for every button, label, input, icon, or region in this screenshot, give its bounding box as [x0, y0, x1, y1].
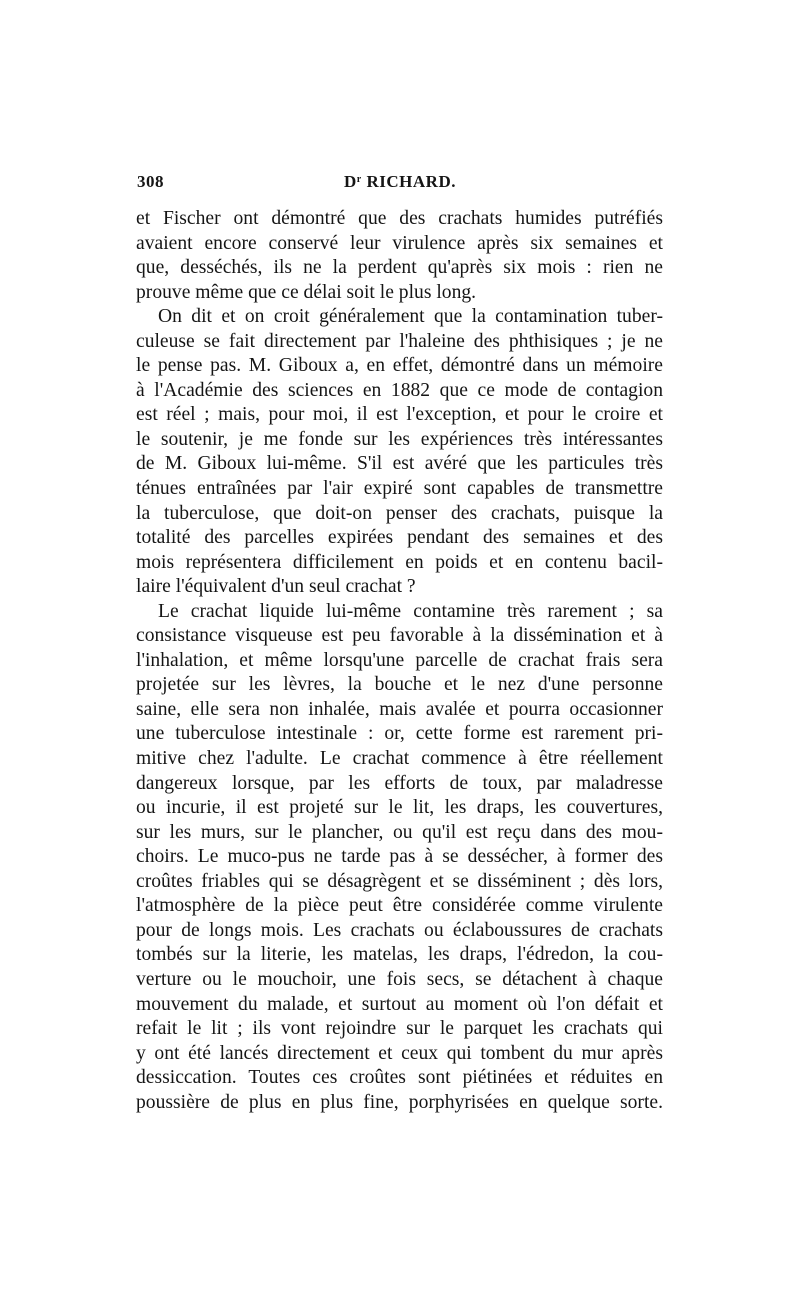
text-line: verture ou le mouchoir, une fois secs, se détachent à chaque [136, 968, 663, 990]
text-line: y ont été lancés directement et ceux qui tombent du mur après [136, 1042, 663, 1064]
text-line: dangereux lorsque, par les efforts de toux, par maladresse [136, 772, 663, 794]
text-line: que, desséchés, ils ne la perdent qu'après six mois : rien ne [136, 257, 663, 279]
text-line: le pense pas. M. Giboux a, en effet, démontré dans un mémoire [136, 355, 663, 377]
text-line: avaient encore conservé leur virulence après six semaines et [136, 232, 663, 254]
paragraph-start-line: On dit et on croit généralement que la contamination tuber- [158, 306, 663, 328]
text-line: de M. Giboux lui-même. S'il est avéré que les particules très [136, 453, 663, 475]
title-superscript: r [356, 174, 362, 185]
page-number: 308 [137, 172, 164, 191]
text-line: projetée sur les lèvres, la bouche et le nez d'une personne [136, 674, 663, 696]
text-line: est réel ; mais, pour moi, il est l'exception, et pour le croire et [136, 404, 663, 426]
paragraph-end-line: laire l'équivalent d'un seul crachat ? [136, 576, 416, 598]
text-line: mitive chez l'adulte. Le crachat commence à être réellement [136, 748, 663, 770]
paragraph-start-line: Le crachat liquide lui-même contamine très rarement ; sa [158, 600, 663, 622]
title-prefix: D [344, 172, 357, 191]
text-line: l'inhalation, et même lorsqu'une parcelle de crachat frais sera [136, 649, 663, 671]
text-line: poussière de plus en plus fine, porphyrisées en quelque sorte. [136, 1091, 663, 1113]
text-line: consistance visqueuse est peu favorable à la dissémination et à [136, 625, 663, 647]
text-line: ténues entraînées par l'air expiré sont capables de transmettre [136, 478, 663, 500]
text-line: ou incurie, il est projeté sur le lit, les draps, les couvertures, [136, 797, 663, 819]
text-line: refait le lit ; ils vont rejoindre sur le parquet les crachats qui [136, 1018, 663, 1040]
text-line: croûtes friables qui se désagrègent et se disséminent ; dès lors, [136, 870, 663, 892]
text-line: mouvement du malade, et surtout au moment où l'on défait et [136, 993, 663, 1015]
text-line: pour de longs mois. Les crachats ou éclaboussures de crachats [136, 919, 663, 941]
text-line: mois représentera difficilement en poids et en contenu bacil- [136, 551, 663, 573]
text-line: culeuse se fait directement par l'haleine des phthisiques ; je ne [136, 330, 663, 352]
text-line: la tuberculose, que doit-on penser des crachats, puisque la [136, 502, 663, 524]
running-title [137, 172, 663, 192]
text-line: et Fischer ont démontré que des crachats humides putréfiés [136, 208, 663, 229]
paragraph-end-line: prouve même que ce délai soit le plus long. [136, 281, 477, 303]
text-line: choirs. Le muco-pus ne tarde pas à se dessécher, à former des [136, 846, 663, 868]
text-line: sur les murs, sur le plancher, ou qu'il est reçu dans des mou- [136, 821, 663, 843]
text-line: à l'Académie des sciences en 1882 que ce mode de contagion [136, 379, 663, 401]
text-line: une tuberculose intestinale : or, cette forme est rarement pri- [136, 723, 663, 745]
text-line: dessiccation. Toutes ces croûtes sont piétinées et réduites en [136, 1067, 663, 1089]
text-line: tombés sur la literie, les matelas, les draps, l'édredon, la cou- [136, 944, 663, 966]
author-name: RICHARD. [366, 172, 456, 191]
running-head [137, 172, 663, 196]
text-line: le soutenir, je me fonde sur les expériences très intéressantes [136, 428, 663, 450]
text-line: totalité des parcelles expirées pendant des semaines et des [136, 527, 663, 549]
text-line: l'atmosphère de la pièce peut être considérée comme virulente [136, 895, 663, 917]
text-line: saine, elle sera non inhalée, mais avalée et pourra occasionner [136, 698, 663, 720]
body-text [136, 207, 663, 1115]
